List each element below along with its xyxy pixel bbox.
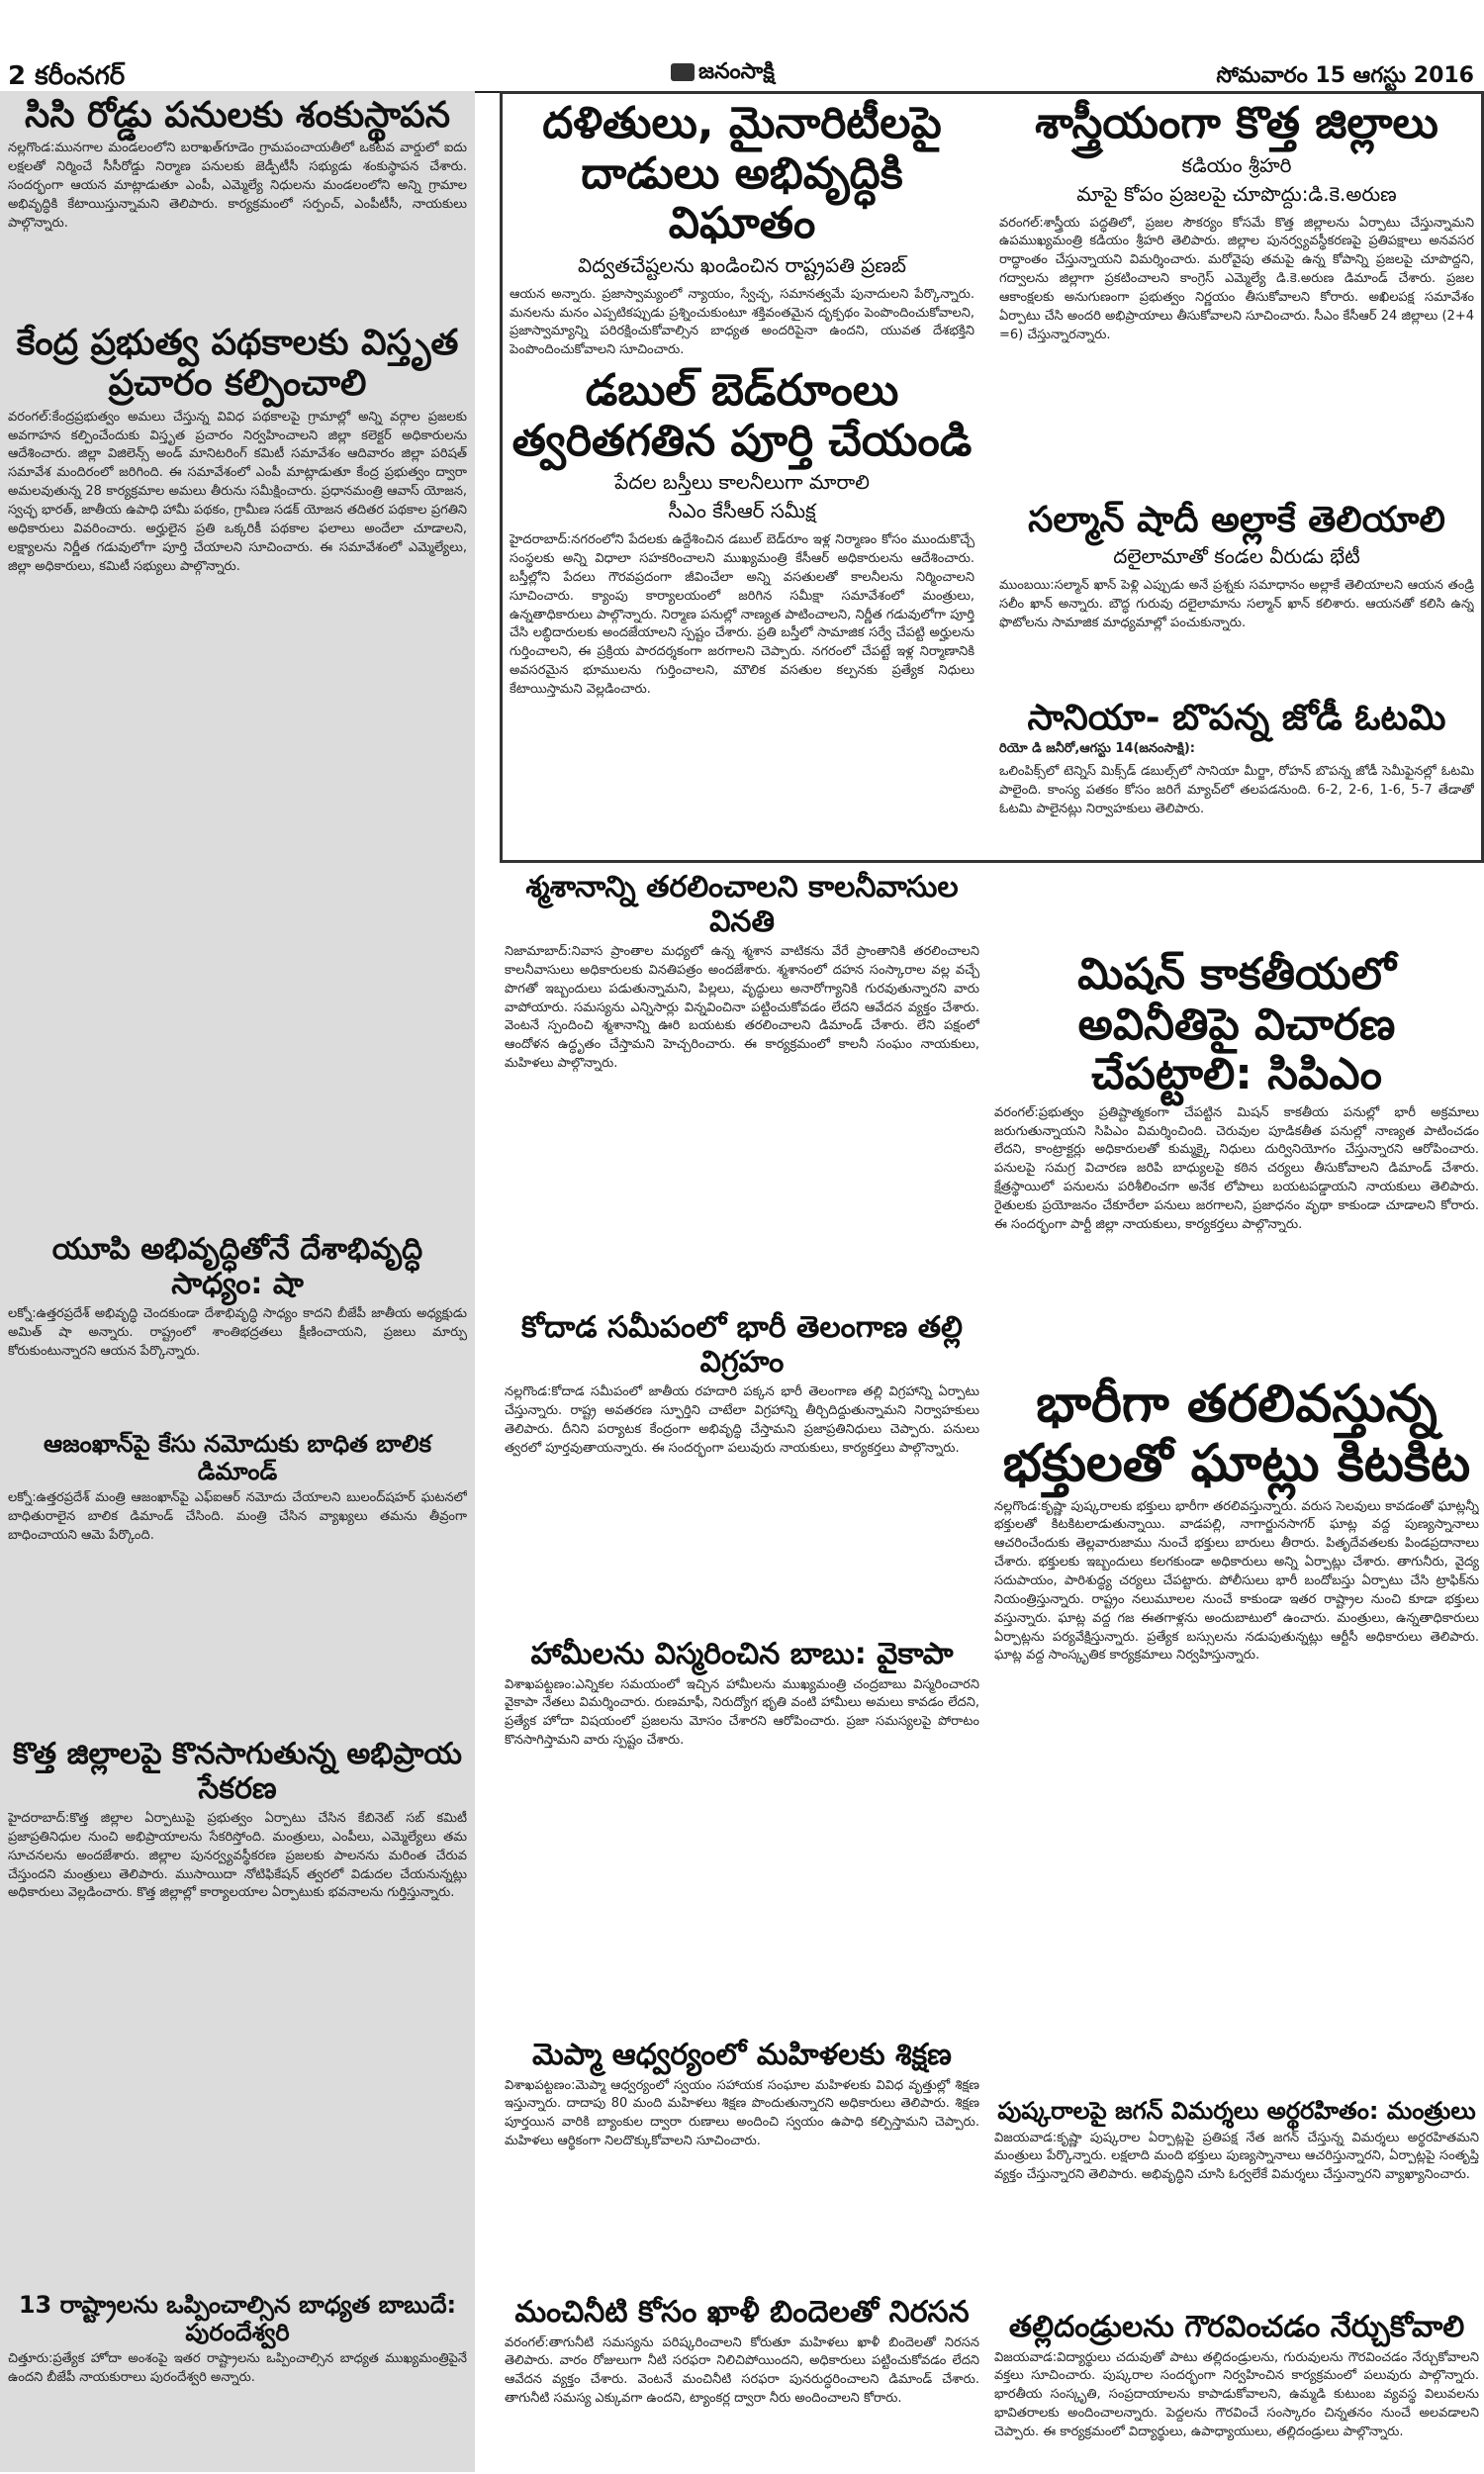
article-body: వరంగల్:తాగునీటి సమస్యను పరిష్కరించాలని కోరుతూ మహిళలు ఖాళీ బిందెలతో నిరసన తెలిపారు. వారం రోజులుగా నీటి సరఫరా నిలిచిపోయిందని, అధికారులు పట్టించుకోవడం లేదని ఆవేదన వ్యక్తం చేశారు. వెంటనే మంచినీటి సరఫరా పునరుద్ధరించాలని డిమాండ్ చేశారు. తాగునీటి సమస్య ఎక్కువగా ఉందని, ట్యాంకర్ల ద్వారా నీరు అందించాలని కోరారు. [505, 2334, 979, 2407]
story [505, 2039, 979, 2291]
headline: హామీలను విస్మరించిన బాబు: వైకాపా [530, 1638, 954, 1671]
headline: మెప్మా ఆధ్వర్యంలో మహిళలకు శిక్షణ [532, 2039, 952, 2072]
story [994, 2311, 1479, 2469]
story [505, 871, 979, 1306]
headline: కేంద్ర ప్రభుత్వ పథకాలకు విస్తృత ప్రచారం కల్పించాలి [16, 323, 459, 405]
headline: డబుల్ బెడ్‌రూంలు త్వరితగతిన పూర్తి చేయండి [511, 366, 973, 466]
article-body: ఆయన అన్నారు. ప్రజాస్వామ్యంలో న్యాయం, స్వేచ్ఛ, సమానత్వమే పునాదులని పేర్కొన్నారు. మనలను మనం ఎప్పటికప్పుడు ప్రశ్నించుకుంటూ శక్తివంతమైన దృక్పథం పెంపొందించుకోవాలని, ప్రజాస్వామ్యాన్ని పరిరక్షించుకోవాల్సిన బాధ్యత అందరిపైనా ఉందని, యువత దేశభక్తిని పెంపొందించుకోవాలని సూచించారు. [510, 286, 974, 358]
headline: భారీగా తరలివస్తున్న భక్తులతో ఘాట్లు కిటకిట [1002, 1376, 1471, 1493]
left-column [0, 91, 475, 2472]
article-body: నల్లగొండ:కృష్ణా పుష్కరాలకు భక్తులు భారీగా తరలివస్తున్నారు. వరుస సెలవులు కావడంతో ఘాట్లన్నీ భక్తులతో కిటకిటలాడుతున్నాయి. వాడపల్లి, నాగార్జునసాగర్ ఘాట్ల వద్ద పుణ్యస్నానాలు ఆచరించేందుకు తెల్లవారుజాము నుంచే భక్తులు బారులు తీరారు. పితృదేవతలకు పిండప్రదానాలు చేశారు. భక్తులకు ఇబ్బందులు కలగకుండా అధికారులు అన్ని ఏర్పాట్లు చేశారు. తాగునీరు, వైద్య సదుపాయం, పారిశుద్ధ్య చర్యలు చేపట్టారు. పోలీసులు భారీ బందోబస్తు ఏర్పాటు చేసి ట్రాఫిక్‌ను నియంత్రిస్తున్నారు. రాష్ట్రం నలుమూలల నుంచే కాకుండా ఇతర రాష్ట్రాల నుంచి కూడా భక్తులు వస్తున్నారు. ఘాట్ల వద్ద గజ ఈతగాళ్లను అందుబాటులో ఉంచారు. మంత్రులు, ఉన్నతాధికారులు ఏర్పాట్లను పర్యవేక్షిస్తున్నారు. ప్రత్యేక బస్సులను నడుపుతున్నట్లు ఆర్టీసీ అధికారులు తెలిపారు. ఘాట్ల వద్ద సాంస్కృతిక కార్యక్రమాలు నిర్వహిస్తున్నారు. [994, 1498, 1479, 1664]
story [8, 323, 467, 1233]
headline: శ్మశానాన్ని తరలించాలని కాలనీవాసుల వినతి [525, 871, 959, 939]
story [8, 2292, 467, 2440]
subheadline: దలైలామాతో కండల వీరుడు భేటీ [1113, 544, 1360, 569]
article-body: నిజామాబాద్:నివాస ప్రాంతాల మధ్యలో ఉన్న శ్మశాన వాటికను వేరే ప్రాంతానికి తరలించాలని కాలనీవాసులు అధికారులకు వినతిపత్రం అందజేశారు. శ్మశానంలో దహన సంస్కారాల వల్ల వచ్చే పొగతో ఇబ్బందులు పడుతున్నామని, పిల్లలు, వృద్ధులు అనారోగ్యానికి గురవుతున్నారని వారు వాపోయారు. సమస్యను ఎన్నిసార్లు విన్నవించినా పట్టించుకోవడం లేదని ఆవేదన వ్యక్తం చేశారు. వెంటనే స్పందించి శ్మశానాన్ని ఊరి బయటకు తరలించాలని డిమాండ్ చేశారు. లేని పక్షంలో ఆందోళన ఉద్ధృతం చేస్తామని హెచ్చరించారు. ఈ కార్యక్రమంలో కాలనీ సంఘం నాయకులు, మహిళలు పాల్గొన్నారు. [505, 944, 979, 1072]
story [999, 698, 1474, 858]
page-header [0, 0, 1484, 93]
story [994, 1376, 1479, 1900]
subheadline: పేదల బస్తీలు కాలనీలుగా మారాలి సీఎం కేసీఆర్ సమీక్ష [614, 470, 870, 523]
masthead [671, 59, 775, 89]
headline: 13 రాష్ట్రాలను ఒప్పించాల్సిన బాధ్యత బాబుదే: పురందేశ్వరి [18, 2292, 457, 2346]
article-body: వరంగల్:కేంద్రప్రభుత్వం అమలు చేస్తున్న వివిధ పథకాలపై గ్రామాల్లో అన్ని వర్గాల ప్రజలకు అవగాహన కల్పించేందుకు విస్తృత ప్రచారం నిర్వహించాలని జిల్లా కలెక్టర్ అధికారులను ఆదేశించారు. జిల్లా విజిలెన్స్ అండ్ మానిటరింగ్ కమిటీ సమావేశం ఆదివారం జిల్లా పరిషత్ సమావేశ మందిరంలో జరిగింది. ఈ సమావేశంలో ఎంపీ మాట్లాడుతూ కేంద్ర ప్రభుత్వం ద్వారా అమలవుతున్న 28 కార్యక్రమాల అమలు తీరును సమీక్షించారు. ప్రధానమంత్రి ఆవాస్ యోజన, స్వచ్ఛ భారత్, జాతీయ ఉపాధి హామీ పథకం, గ్రామీణ సడక్ యోజన తదితర పథకాల ప్రగతిని అధికారులు వివరించారు. అర్హులైన ప్రతి ఒక్కరికీ పథకాల ఫలాలు అందేలా చూడాలని, లక్ష్యాలను నిర్ణీత గడువులోగా పూర్తి చేయాలని సూచించారు. ఈ సమావేశంలో ఎమ్మెల్యేలు, జిల్లా అధికారులు, కమిటీ సభ్యులు పాల్గొన్నారు. [8, 409, 467, 574]
article-body: లక్నో:ఉత్తరప్రదేశ్ మంత్రి ఆజంఖాన్‌పై ఎఫ్ఐఆర్ నమోదు చేయాలని బులంద్‌షహర్ ఘటనలో బాధితురాలైన బాలిక డిమాండ్ చేసింది. మంత్రి చేసిన వ్యాఖ్యలు తమను తీవ్రంగా బాధించాయని ఆమె పేర్కొంది. [8, 1490, 467, 1543]
article-body: విజయవాడ:విద్యార్థులు చదువుతో పాటు తల్లిదండ్రులను, గురువులను గౌరవించడం నేర్చుకోవాలని వక్తలు సూచించారు. పుష్కరాల సందర్భంగా నిర్వహించిన కార్యక్రమంలో పలువురు పాల్గొన్నారు. భారతీయ సంస్కృతి, సంప్రదాయాలను కాపాడుకోవాలని, ఉమ్మడి కుటుంబ వ్యవస్థ విలువలను భావితరాలకు అందించాలన్నారు. పెద్దలను గౌరవించే సంస్కారం చిన్నతనం నుంచే అలవడాలని చెప్పారు. ఈ కార్యక్రమంలో విద్యార్థులు, ఉపాధ్యాయులు, తల్లిదండ్రులు పాల్గొన్నారు. [994, 2349, 1479, 2439]
article-body: విశాఖపట్టణం:ఎన్నికల సమయంలో ఇచ్చిన హామీలను ముఖ్యమంత్రి చంద్రబాబు విస్మరించారని వైకాపా నేతలు విమర్శించారు. రుణమాఫీ, నిరుద్యోగ భృతి వంటి హామీలు అమలు కావడం లేదని, ప్రత్యేక హోదా విషయంలో ప్రజలను మోసం చేశారని ఆరోపించారు. ప్రజా సమస్యలపై పోరాటం కొనసాగిస్తామని వారు స్పష్టం చేశారు. [505, 1676, 979, 1749]
page-date: సోమవారం 15 ఆగస్టు 2016 [1216, 63, 1474, 88]
article-body: లక్నో:ఉత్తరప్రదేశ్ అభివృద్ధి చెందకుండా దేశాభివృద్ధి సాధ్యం కాదని బీజేపీ జాతీయ అధ్యక్షుడు అమిత్ షా అన్నారు. రాష్ట్రంలో శాంతిభద్రతలు క్షీణించాయని, ప్రజలు మార్పు కోరుకుంటున్నారని ఆయన పేర్కొన్నారు. [8, 1306, 467, 1359]
article-body: హైదరాబాద్:కొత్త జిల్లాల ఏర్పాటుపై ప్రభుత్వం ఏర్పాటు చేసిన కేబినెట్ సబ్ కమిటీ ప్రజాప్రతినిధుల నుంచి అభిప్రాయాలను సేకరిస్తోంది. మంత్రులు, ఎంపీలు, ఎమ్మెల్యేలు తమ సూచనలను అందజేశారు. జిల్లాల పునర్వ్యవస్థీకరణ ప్రజలకు పాలనను మరింత చేరువ చేస్తుందని మంత్రులు తెలిపారు. ముసాయిదా నోటిఫికేషన్ త్వరలో విడుదల చేయనున్నట్లు అధికారులు వెల్లడించారు. కొత్త జిల్లాల్లో కార్యాలయాల ఏర్పాటుకు భవనాలను గుర్తిస్తున్నారు. [8, 1811, 467, 1901]
story [8, 1233, 467, 1431]
masthead-logo-icon [671, 63, 695, 81]
article-body: ఒలింపిక్స్‌లో టెన్నిస్ మిక్స్‌డ్ డబుల్స్‌లో సానియా మీర్జా, రోహన్ బొపన్న జోడీ సెమీఫైనల్లో ఓటమి పాలైంది. కాంస్య పతకం కోసం జరిగే మ్యాచ్‌లో తలపడనుంది. 6-2, 2-6, 1-6, 5-7 తేడాతో ఓటమి పాలైనట్లు నిర్వాహకులు తెలిపారు. [999, 764, 1474, 816]
headline: సానియా- బొపన్న జోడీ ఓటమి [1027, 698, 1446, 738]
article-body: విశాఖపట్టణం:మెప్మా ఆధ్వర్యంలో స్వయం సహాయక సంఘాల మహిళలకు వివిధ వృత్తుల్లో శిక్షణ ఇస్తున్నారు. దాదాపు 80 మంది మహిళలు శిక్షణ పొందుతున్నారని అధికారులు తెలిపారు. శిక్షణ పూర్తయిన వారికి బ్యాంకుల ద్వారా రుణాలు అందించి స్వయం ఉపాధి కల్పిస్తామని చెప్పారు. మహిళలు ఆర్థికంగా నిలదొక్కుకోవాలని సూచించారు. [505, 2077, 979, 2149]
story [994, 2098, 1479, 2306]
headline: శాస్త్రీయంగా కొత్త జిల్లాలు [1035, 99, 1438, 148]
article-body: వరంగల్:శాస్త్రీయ పద్ధతిలో, ప్రజల సౌకర్యం కోసమే కొత్త జిల్లాలను ఏర్పాటు చేస్తున్నామని ఉపముఖ్యమంత్రి కడియం శ్రీహరి తెలిపారు. జిల్లాల పునర్వ్యవస్థీకరణపై ప్రతిపక్షాలు అనవసర రాద్ధాంతం చేస్తున్నాయని విమర్శించారు. మరోవైపు తమపై ఉన్న కోపాన్ని ప్రజలపై చూపొద్దని, గద్వాలను జిల్లాగా ప్రకటించాలని కాంగ్రెస్ ఎమ్మెల్యే డి.కె.అరుణ డిమాండ్ చేశారు. ప్రజల ఆకాంక్షలకు అనుగుణంగా ప్రభుత్వం నిర్ణయం తీసుకోవాలని కోరారు. అఖిలపక్ష సమావేశం ఏర్పాటు చేసి అందరి అభిప్రాయాలు తీసుకోవాలని సూచించారు. సీఎం కేసీఆర్ 24 జిల్లాలు (2+4 =6) చేస్తున్నారన్నారు. [999, 215, 1474, 342]
story [994, 950, 1479, 1366]
page-number: 2 కరీంనగర్ [8, 61, 126, 91]
headline: ఆజంఖాన్‌పై కేసు నమోదుకు బాధిత బాలిక డిమాండ్ [43, 1431, 432, 1485]
headline: కోదాడ సమీపంలో భారీ తెలంగాణ తల్లి విగ్రహం [520, 1311, 964, 1380]
headline: మిషన్ కాకతీయలో అవినీతిపై విచారణ చేపట్టాలి: సిపిఎం [1077, 950, 1396, 1100]
subheadline: విద్వతచేష్టలను ఖండించిన రాష్ట్రపతి ప్రణబ్ [578, 252, 906, 277]
article-body: వరంగల్:ప్రభుత్వం ప్రతిష్టాత్మకంగా చేపట్టిన మిషన్ కాకతీయ పనుల్లో భారీ అక్రమాలు జరుగుతున్నాయని సిపిఎం విమర్శించింది. చెరువుల పూడికతీత పనుల్లో నాణ్యత పాటించడం లేదని, కాంట్రాక్టర్లు అధికారులతో కుమ్మక్కై నిధులు దుర్వినియోగం చేస్తున్నారని ఆరోపించారు. పనులపై సమగ్ర విచారణ జరిపి బాధ్యులపై కఠిన చర్యలు తీసుకోవాలని డిమాండ్ చేశారు. క్షేత్రస్థాయిలో పనులను పరిశీలించగా అనేక లోపాలు బయటపడ్డాయని నాయకులు తెలిపారు. రైతులకు ప్రయోజనం చేకూరేలా పనులు జరగాలని, ప్రజాధనం వృథా కాకుండా చూడాలని కోరారు. ఈ సందర్భంగా పార్టీ జిల్లా నాయకులు, కార్యకర్తలు పాల్గొన్నారు. [994, 1104, 1479, 1232]
story [510, 366, 974, 856]
story [8, 1738, 467, 2292]
masthead-title: జనంసాక్షి [698, 59, 775, 84]
article-body: హైదరాబాద్:నగరంలోని పేదలకు ఉద్దేశించిన డబుల్ బెడ్‌రూం ఇళ్ల నిర్మాణం కోసం ముందుకొచ్చే సంస్థలకు అన్ని విధాలా సహకరించాలని ముఖ్యమంత్రి కేసీఆర్ అధికారులను ఆదేశించారు. బస్తీల్లోని పేదలు గౌరవప్రదంగా జీవించేలా అన్ని వసతులతో కాలనీలను నిర్మించాలని సూచించారు. క్యాంపు కార్యాలయంలో జరిగిన సమీక్షా సమావేశంలో మంత్రులు, ఉన్నతాధికారులు పాల్గొన్నారు. నిర్మాణ పనుల్లో నాణ్యత పాటించాలని, నిర్ణీత గడువులోగా పూర్తి చేసి లబ్ధిదారులకు అందజేయాలని స్పష్టం చేశారు. ప్రతి బస్తీలో సామాజిక సర్వే చేపట్టి అర్హులను గుర్తించాలని, ఈ ప్రక్రియ పారదర్శకంగా జరగాలని చెప్పారు. నగరంలో చేపట్టే ఇళ్ల నిర్మాణానికి అవసరమైన భూములను గుర్తించాలని, మౌలిక వసతుల కల్పనకు ప్రత్యేక నిధులు కేటాయిస్తామని వెల్లడించారు. [510, 532, 974, 697]
article-body: నల్లగొండ:మునగాల మండలంలోని బరాఖత్‌గూడెం గ్రామపంచాయతీలో ఒకటవ వార్డులో ఐదు లక్షలతో నిర్మించే సీసీరోడ్డు నిర్మాణ పనులకు జెడ్పీటీసీ సభ్యుడు శంకుస్థాపన చేశారు. సందర్భంగా ఆయన మాట్లాడుతూ ఎంపీ, ఎమ్మెల్యే నిధులను మండలంలోని అన్ని గ్రామాల అభివృద్ధికి కేటాయిస్తున్నామని తెలిపారు. కార్యక్రమంలో సర్పంచ్, ఎంపీటీసీ, నాయకులు పాల్గొన్నారు. [8, 141, 467, 231]
story [510, 99, 974, 358]
article-body: చిత్తూరు:ప్రత్యేక హోదా అంశంపై ఇతర రాష్ట్రాలను ఒప్పించాల్సిన బాధ్యత ముఖ్యమంత్రిపైనే ఉందని బీజేపీ నాయకురాలు పురందేశ్వరి అన్నారు. [8, 2351, 467, 2386]
story [8, 1431, 467, 1738]
headline: మంచినీటి కోసం ఖాళీ బిందెలతో నిరసన [514, 2296, 970, 2330]
story [999, 99, 1474, 493]
headline: సిసి రోడ్డు పనులకు శంకుస్థాపన [24, 95, 451, 136]
article-body: విజయవాడ:కృష్ణా పుష్కరాల ఏర్పాట్లపై ప్రతిపక్ష నేత జగన్ చేస్తున్న విమర్శలు అర్థరహితమని మంత్రులు పేర్కొన్నారు. లక్షలాది మంది భక్తులు పుణ్యస్నానాలు ఆచరిస్తున్నారని, ఏర్పాట్లపై సంతృప్తి వ్యక్తం చేస్తున్నారని తెలిపారు. అభివృద్ధిని చూసి ఓర్వలేకే విమర్శలు చేస్తున్నారని వ్యాఖ్యానించారు. [994, 2130, 1479, 2183]
dateline: రియో డి జనీరో,ఆగస్టు 14(జనంసాక్షి): [999, 741, 1195, 757]
headline: యూపి అభివృద్ధితోనే దేశాభివృద్ధి సాధ్యం: షా [51, 1233, 423, 1301]
headline: కొత్త జిల్లాలపై కొనసాగుతున్న అభిప్రాయ సేకరణ [12, 1738, 463, 1806]
story [505, 1311, 979, 1633]
article-body: ముంబయి:సల్మాన్ ఖాన్ పెళ్లి ఎప్పుడు అనే ప్రశ్నకు సమాధానం అల్లాకే తెలియాలని ఆయన తండ్రి సలీం ఖాన్ అన్నారు. బౌద్ధ గురువు దలైలామాను సల్మాన్ ఖాన్ కలిశారు. ఆయనతో కలిసి ఉన్న ఫొటోలను సామాజిక మాధ్యమాల్లో పంచుకున్నారు. [999, 578, 1474, 631]
headline: సల్మాన్ షాదీ అల్లాకే తెలియాలి [1028, 500, 1445, 540]
story [999, 500, 1474, 693]
headline: దళితులు, మైనారిటీలపై దాడులు అభివృద్ధికి విఘాతం [542, 99, 942, 249]
subheadline: కడియం శ్రీహరి మాపై కోపం ప్రజలపై చూపొద్దు:డి.కె.అరుణ [1076, 152, 1397, 206]
article-body: నల్లగొండ:కోదాడ సమీపంలో జాతీయ రహదారి పక్కన భారీ తెలంగాణ తల్లి విగ్రహాన్ని ఏర్పాటు చేస్తున్నారు. రాష్ట్ర అవతరణ స్ఫూర్తిని చాటేలా విగ్రహాన్ని తీర్చిదిద్దుతున్నామని నిర్వాహకులు తెలిపారు. దీనిని పర్యాటక కేంద్రంగా అభివృద్ధి చేస్తామని ప్రజాప్రతినిధులు చెప్పారు. పనులు త్వరలో పూర్తవుతాయన్నారు. ఈ సందర్భంగా పలువురు నాయకులు, కార్యకర్తలు పాల్గొన్నారు. [505, 1384, 979, 1456]
story [8, 95, 467, 323]
headline: పుష్కరాలపై జగన్ విమర్శలు అర్థరహితం: మంత్రులు [997, 2098, 1476, 2125]
headline: తల్లిదండ్రులను గౌరవించడం నేర్చుకోవాలి [1008, 2311, 1465, 2344]
story [505, 2296, 979, 2469]
story [505, 1638, 979, 2034]
